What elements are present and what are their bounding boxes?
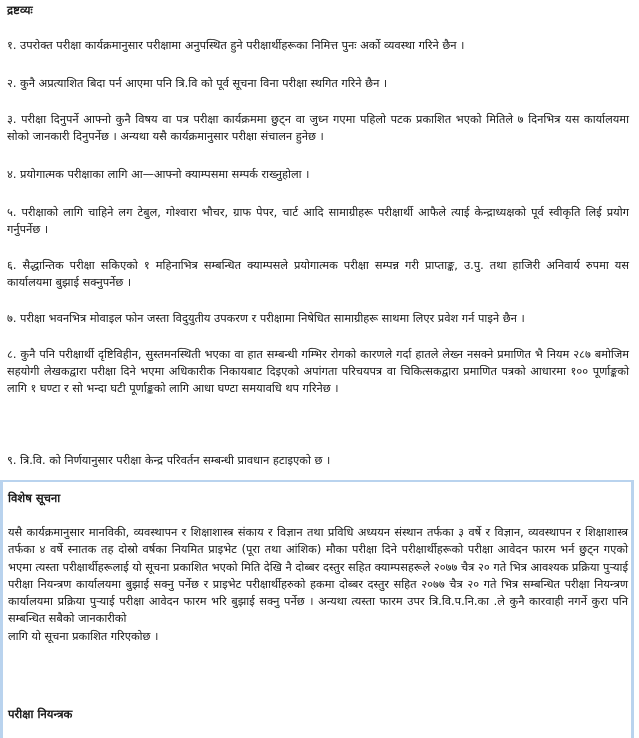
note-item: ८. कुनै पनि परीक्षार्थी दृष्टिविहीन, सुस्तमनस्थिती भएका वा हात सम्बन्धी गम्भिर रोगको कारणले गर्दा हातले लेख्न नसक्ने प्रमाणित भै नियम २८७ बमोजिम सहयोगी लेखकद्वारा परीक्षा दिने भएमा अधिकारीक निकायबाट दिइएको अपांगता परिचयपत्र वा चिकित्सकद्वारा प्रमाणित पत्रको आधारमा १०० पूर्णाङ्कको लागि १ घण्टा र सो भन्दा घटी पूर्णाङ्कको लागि आधा घण्टा समयावधि थप गरिनेछ ।	[7, 348, 629, 395]
special-notice-text: यसै कार्यक्रमानुसार मानविकी, व्यवस्थापन र शिक्षाशास्त्र संकाय र विज्ञान तथा प्रविधि अध्ययन संस्थान तर्फका ३ वर्षे र विज्ञान, व्यवस्थापन र शिक्षाशास्त्र तर्फका ४ वर्षे स्नातक तह दोस्रो वर्षका नियमित प्राइभेट (पूरा तथा आंशिक) मौका परीक्षा दिने परीक्षार्थीहरूको परीक्षा आवेदन फारम भर्न छुट्न गएको भएमा त्यस्ता परीक्षार्थीहरूलाई यो सूचना प्रकाशित भएको मिति देखि नै दोब्बर दस्तुर सहित क्याम्पसहरूले २०७७ चैत्र २० गते भित्र आवश्यक प्रक्रिया पुऱ्याई परीक्षा नियन्त्रण कार्यालयमा बुझाई सक्नु पर्नेछ र प्राइभेट परीक्षार्थीहरुको हकमा दोब्बर दस्तुर सहित २०७७ चैत्र २० गते भित्र सम्बन्धित परीक्षा नियन्त्रण कार्यालयमा प्रक्रिया पुऱ्याई परीक्षा आवेदन फारम भरि बुझाई सक्नु पर्नेछ । अन्यथा त्यस्ता फारम उपर त्रि.वि.प.नि.का .ले कुनै कारवाही नगर्ने कुरा पनि सम्बन्धित सबैको जानकारीको	[8, 526, 628, 626]
note-item: २. कुनै अप्रत्याशित बिदा पर्न आएमा पनि त्रि.वि को पूर्व सूचना विना परीक्षा स्थगित गरिने छैन ।	[7, 77, 388, 90]
note-item: ५. परीक्षाको लागि चाहिने लग टेबुल, गोश्वारा भौचर, ग्राफ पेपर, चार्ट आदि सामाग्रीहरू परीक्षार्थी आफैले त्याई केन्द्राध्यक्षको पूर्व स्वीकृति लिई प्रयोग गर्नुपर्नेछ ।	[7, 206, 629, 236]
note-item: ६. सैद्धान्तिक परीक्षा सकिएको १ महिनाभित्र सम्बन्धित क्याम्पसले प्रयोगात्मक परीक्षा सम्पन्न गरी प्राप्ताङ्क, उ.पु. तथा हाजिरी अनिवार्य रुपमा यस कार्यालयमा बुझाई सक्नुपर्नेछ ।	[7, 259, 629, 289]
notes-heading: द्रष्टव्यः	[7, 3, 33, 17]
note-item: १. उपरोक्त परीक्षा कार्यक्रमानुसार परीक्षामा अनुपस्थित हुने परीक्षार्थीहरूका निमित्त पुनः अर्को व्यवस्था गरिने छैन ।	[7, 39, 465, 52]
note-item: ४. प्रयोगात्मक परीक्षाका लागि आ—आफ्नो क्याम्पसमा सम्पर्क राख्नुहोला ।	[7, 168, 310, 181]
special-notice-title: विशेष सूचना	[8, 491, 61, 505]
special-notice-text-end: लागि यो सूचना प्रकाशित गरिएकोछ ।	[8, 629, 159, 643]
note-item: ९. त्रि.वि. को निर्णयानुसार परीक्षा केन्द्र परिवर्तन सम्बन्धी प्रावधान हटाइएको छ ।	[7, 454, 331, 467]
note-item: ७. परीक्षा भवनभित्र मोवाइल फोन जस्ता विदुयुतीय उपकरण र परीक्षामा निषेधित सामाग्रीहरू साथमा लिएर प्रवेश गर्न पाइने छैन ।	[7, 312, 525, 325]
special-notice-body	[8, 524, 628, 645]
note-item: ३. परीक्षा दिनुपर्ने आफ्नो कुनै विषय वा पत्र परीक्षा कार्यक्रममा छुट्न वा जुध्न गएमा पहिलो पटक प्रकाशित भएको मितिले ७ दिनभित्र यस कार्यालयमा सोको जानकारी दिनुपर्नेछ । अन्यथा यसै कार्यक्रमानुसार परीक्षा संचालन हुनेछ ।	[7, 113, 629, 143]
signatory-title: परीक्षा नियन्त्रक	[8, 707, 73, 721]
